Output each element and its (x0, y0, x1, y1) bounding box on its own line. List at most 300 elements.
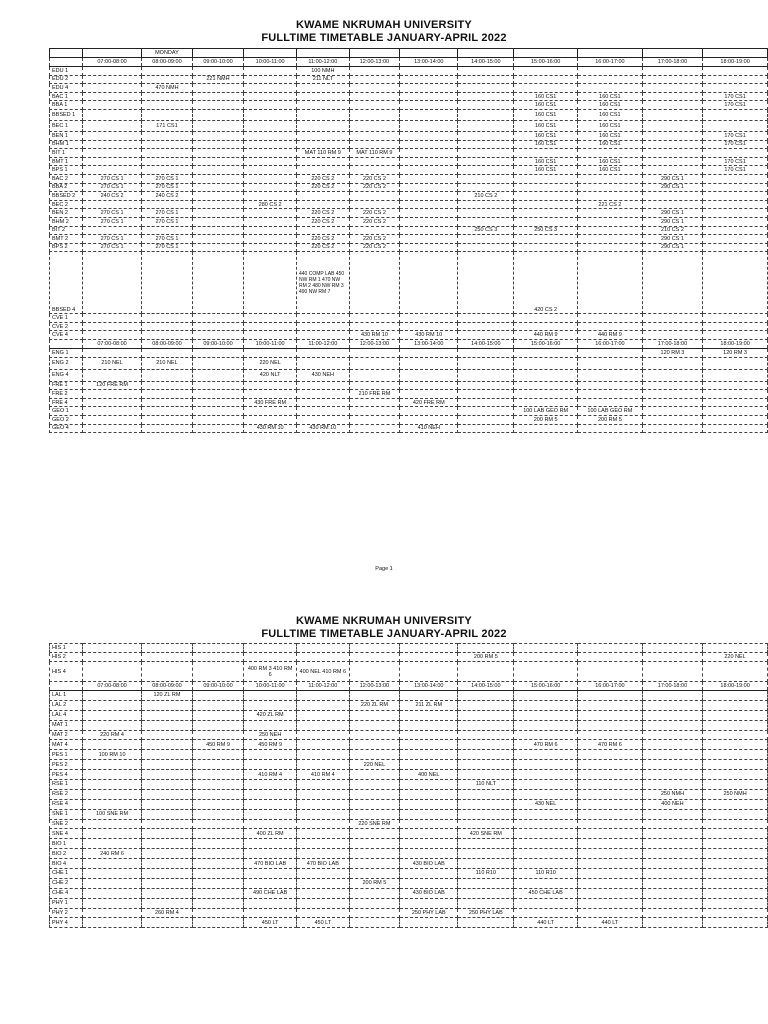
session-cell (703, 740, 768, 750)
session-cell (578, 780, 643, 790)
session-cell (142, 381, 193, 390)
timetable-row (50, 424, 768, 433)
session-cell: 450 CHE LAB (514, 888, 578, 898)
session-cell (458, 424, 514, 433)
session-cell (349, 92, 400, 101)
session-cell: 250 NMH (642, 789, 702, 799)
session-cell (82, 109, 141, 120)
session-cell (514, 217, 578, 226)
session-cell (82, 789, 141, 799)
session-cell: 270 CS 1 (142, 209, 193, 218)
session-cell (703, 809, 768, 819)
course-code: FRE 2 (50, 390, 83, 399)
session-cell (349, 357, 400, 369)
session-cell (514, 691, 578, 701)
session-cell: 171 CS1 (142, 120, 193, 131)
timetable-row (50, 653, 768, 662)
session-cell (642, 859, 702, 869)
session-cell (296, 390, 349, 399)
session-cell: 260 RM 4 (142, 908, 193, 918)
timetable-row (50, 878, 768, 888)
session-cell (82, 331, 141, 340)
session-cell (578, 381, 643, 390)
session-cell (349, 691, 400, 701)
session-cell (703, 908, 768, 918)
session-cell (400, 839, 458, 849)
course-code: SNE 1 (50, 809, 83, 819)
session-cell (192, 369, 244, 381)
session-cell (458, 740, 514, 750)
timetable-row (50, 740, 768, 750)
session-cell (514, 149, 578, 158)
session-cell (458, 369, 514, 381)
session-cell (296, 92, 349, 101)
session-cell (142, 849, 193, 859)
session-cell (192, 331, 244, 340)
session-cell (142, 416, 193, 425)
session-cell (192, 398, 244, 407)
session-cell: 160 CS1 (578, 140, 643, 149)
session-cell (349, 84, 400, 93)
session-cell (192, 226, 244, 235)
time-slot-header: 07:00-08:00 (82, 58, 141, 67)
session-cell (458, 235, 514, 244)
session-cell (192, 644, 244, 653)
time-slot-header: 09:00-10:00 (192, 340, 244, 349)
session-cell: 440 LT (514, 918, 578, 928)
course-code: ENG 2 (50, 357, 83, 369)
session-cell (296, 829, 349, 839)
session-cell (192, 67, 244, 76)
session-cell (458, 381, 514, 390)
session-cell (458, 252, 514, 314)
session-cell (142, 331, 193, 340)
session-cell (349, 157, 400, 166)
course-code: CVE 2 (50, 322, 83, 331)
session-cell (578, 653, 643, 662)
session-cell (349, 653, 400, 662)
session-cell (142, 789, 193, 799)
session-cell (400, 314, 458, 323)
timetable-row (50, 166, 768, 175)
session-cell (400, 720, 458, 730)
timetable-row (50, 140, 768, 149)
session-cell (82, 691, 141, 701)
session-cell (400, 67, 458, 76)
session-cell (578, 869, 643, 879)
session-cell (514, 710, 578, 720)
session-cell (82, 662, 141, 682)
course-code: BIO 1 (50, 839, 83, 849)
session-cell (192, 407, 244, 416)
session-cell (192, 653, 244, 662)
session-cell: 450 RM 9 (244, 740, 297, 750)
session-cell: 290 CS 1 (642, 235, 702, 244)
timetable-row (50, 369, 768, 381)
session-cell (578, 799, 643, 809)
time-slot-header: 10:00-11:00 (244, 682, 297, 691)
session-cell: 120 RM 3 (703, 349, 768, 358)
session-cell: 420 NLT (244, 369, 297, 381)
session-cell (578, 226, 643, 235)
session-cell (458, 166, 514, 175)
session-cell (642, 192, 702, 201)
session-cell (642, 109, 702, 120)
session-cell (244, 314, 297, 323)
course-code: PHY 1 (50, 898, 83, 908)
time-slot-header: 15:00-16:00 (514, 58, 578, 67)
timetable-row (50, 644, 768, 653)
session-cell (349, 829, 400, 839)
session-cell: 160 CS1 (514, 120, 578, 131)
session-cell: 430 RM 10 (296, 424, 349, 433)
session-cell (244, 101, 297, 110)
session-cell (244, 322, 297, 331)
session-cell (142, 390, 193, 399)
timetable-row (50, 67, 768, 76)
session-cell (192, 120, 244, 131)
session-cell: 160 CS1 (578, 166, 643, 175)
session-cell (514, 789, 578, 799)
session-cell (458, 75, 514, 84)
session-cell (458, 200, 514, 209)
session-cell (514, 653, 578, 662)
session-cell (578, 192, 643, 201)
timetable-row (50, 700, 768, 710)
session-cell (514, 720, 578, 730)
session-cell (349, 200, 400, 209)
session-cell (142, 662, 193, 682)
session-cell (514, 75, 578, 84)
session-cell (578, 314, 643, 323)
session-cell (703, 209, 768, 218)
session-cell (703, 149, 768, 158)
course-code: LAL 2 (50, 700, 83, 710)
session-cell: 120 ZL RM (142, 691, 193, 701)
session-cell (458, 390, 514, 399)
blank-cell (192, 49, 244, 58)
session-cell (82, 252, 141, 314)
session-cell: 430 FRE RM (244, 398, 297, 407)
session-cell (349, 109, 400, 120)
session-cell (142, 131, 193, 140)
session-cell (458, 314, 514, 323)
session-cell: 200 RM 5 (458, 653, 514, 662)
course-code: BIT 2 (50, 226, 83, 235)
session-cell (192, 357, 244, 369)
session-cell (244, 67, 297, 76)
session-cell: 290 CS 1 (642, 183, 702, 192)
session-cell (244, 849, 297, 859)
session-cell (642, 644, 702, 653)
session-cell (296, 398, 349, 407)
course-code: MAT 1 (50, 720, 83, 730)
session-cell: 200 RM 5 (514, 416, 578, 425)
session-cell (703, 109, 768, 120)
session-cell (458, 789, 514, 799)
session-cell: 410 RM 4 (244, 770, 297, 780)
session-cell (142, 730, 193, 740)
session-cell (142, 780, 193, 790)
session-cell (400, 120, 458, 131)
session-cell (349, 859, 400, 869)
session-cell (400, 226, 458, 235)
session-cell: 410 NEH (400, 424, 458, 433)
time-slot-header: 10:00-11:00 (244, 58, 297, 67)
session-cell (703, 331, 768, 340)
session-cell (642, 92, 702, 101)
session-cell (192, 770, 244, 780)
session-cell (349, 314, 400, 323)
session-cell (296, 357, 349, 369)
session-cell: 420 FRE RM (400, 398, 458, 407)
session-cell (244, 416, 297, 425)
session-cell (244, 750, 297, 760)
session-cell (349, 710, 400, 720)
session-cell (400, 183, 458, 192)
session-cell (578, 760, 643, 770)
session-cell (578, 217, 643, 226)
session-cell (349, 349, 400, 358)
session-cell (82, 92, 141, 101)
session-cell (82, 780, 141, 790)
session-cell: 250 CS 3 (514, 226, 578, 235)
session-cell: 160 CS1 (578, 157, 643, 166)
session-cell (578, 809, 643, 819)
session-cell: 220 CS 2 (296, 209, 349, 218)
session-cell (192, 780, 244, 790)
timetable-row (50, 357, 768, 369)
course-code: ENG 1 (50, 349, 83, 358)
session-cell (642, 140, 702, 149)
session-cell (703, 730, 768, 740)
session-cell (192, 789, 244, 799)
session-cell (82, 416, 141, 425)
session-cell (296, 192, 349, 201)
timetable-row (50, 349, 768, 358)
session-cell (578, 357, 643, 369)
time-slot-header: 13:00-14:00 (400, 682, 458, 691)
session-cell (514, 200, 578, 209)
session-cell (458, 243, 514, 252)
session-cell (514, 750, 578, 760)
time-slot-header: 17:00-18:00 (642, 682, 702, 691)
session-cell (703, 869, 768, 879)
session-cell (400, 357, 458, 369)
timetable-row (50, 390, 768, 399)
session-cell (244, 789, 297, 799)
session-cell (642, 369, 702, 381)
course-code: BIO 2 (50, 849, 83, 859)
session-cell (349, 662, 400, 682)
session-cell (458, 109, 514, 120)
session-cell: 400 ZL RM (244, 829, 297, 839)
session-cell (244, 819, 297, 829)
session-cell (514, 84, 578, 93)
course-code: BEC 2 (50, 200, 83, 209)
session-cell: 160 CS1 (514, 109, 578, 120)
session-cell (400, 662, 458, 682)
session-cell (514, 381, 578, 390)
course-code: BHM 2 (50, 217, 83, 226)
session-cell (458, 407, 514, 416)
timetable-row (50, 416, 768, 425)
session-cell (192, 192, 244, 201)
course-code: PHY 2 (50, 908, 83, 918)
course-code: GEO 4 (50, 424, 83, 433)
session-cell (142, 200, 193, 209)
session-cell (703, 662, 768, 682)
session-cell (458, 819, 514, 829)
session-cell (400, 809, 458, 819)
session-cell (192, 750, 244, 760)
session-cell (458, 918, 514, 928)
session-cell (703, 898, 768, 908)
timetable-row (50, 407, 768, 416)
session-cell: 220 CS 2 (349, 209, 400, 218)
session-cell (578, 691, 643, 701)
timetable-row (50, 101, 768, 110)
session-cell: 270 CS 1 (142, 243, 193, 252)
session-cell (400, 849, 458, 859)
session-cell (296, 760, 349, 770)
course-code: SNE 4 (50, 829, 83, 839)
session-cell (642, 849, 702, 859)
session-cell (400, 149, 458, 158)
course-code: CHE 2 (50, 878, 83, 888)
session-cell (400, 710, 458, 720)
time-slot-header: 09:00-10:00 (192, 682, 244, 691)
session-cell (400, 101, 458, 110)
session-cell (514, 349, 578, 358)
session-cell (703, 322, 768, 331)
session-cell (703, 770, 768, 780)
timetable-row (50, 869, 768, 879)
session-cell (82, 700, 141, 710)
session-cell: 250 NMH (703, 789, 768, 799)
session-cell (642, 691, 702, 701)
session-cell (142, 859, 193, 869)
session-cell (458, 644, 514, 653)
session-cell (82, 101, 141, 110)
session-cell (192, 209, 244, 218)
session-cell (192, 314, 244, 323)
session-cell (400, 369, 458, 381)
session-cell (192, 243, 244, 252)
session-cell (400, 407, 458, 416)
session-cell: 270 CS 1 (82, 243, 141, 252)
course-code: BBA 1 (50, 101, 83, 110)
session-cell (244, 109, 297, 120)
session-cell (703, 226, 768, 235)
session-cell (192, 691, 244, 701)
session-cell (514, 908, 578, 918)
session-cell (82, 878, 141, 888)
session-cell (142, 157, 193, 166)
session-cell: 220 NEL (703, 653, 768, 662)
session-cell (578, 829, 643, 839)
course-code: PES 1 (50, 750, 83, 760)
session-cell (142, 226, 193, 235)
session-cell: 270 CS 1 (142, 174, 193, 183)
session-cell (349, 888, 400, 898)
session-cell (514, 398, 578, 407)
session-cell: 430 NEL (514, 799, 578, 809)
time-slot-header: 07:00-08:00 (82, 340, 141, 349)
session-cell (192, 217, 244, 226)
session-cell (514, 314, 578, 323)
session-cell (514, 878, 578, 888)
session-cell (192, 710, 244, 720)
session-cell (142, 644, 193, 653)
session-cell (244, 84, 297, 93)
session-cell (82, 644, 141, 653)
session-cell (458, 174, 514, 183)
session-cell (142, 252, 193, 314)
session-cell (82, 349, 141, 358)
session-cell (642, 829, 702, 839)
session-cell (458, 770, 514, 780)
session-cell (400, 84, 458, 93)
session-cell (642, 869, 702, 879)
course-code: CHE 1 (50, 869, 83, 879)
session-cell: 160 CS1 (578, 109, 643, 120)
session-cell (458, 398, 514, 407)
session-cell (703, 200, 768, 209)
session-cell (642, 252, 702, 314)
timetable-row (50, 109, 768, 120)
session-cell (400, 760, 458, 770)
course-code: BIO 4 (50, 859, 83, 869)
session-cell: 100 RM 10 (82, 750, 141, 760)
session-cell: 290 CS 1 (642, 243, 702, 252)
timetable-row (50, 75, 768, 84)
session-cell (578, 770, 643, 780)
session-cell (244, 644, 297, 653)
session-cell (349, 101, 400, 110)
time-slot-header: 12:00-13:00 (349, 340, 400, 349)
session-cell (400, 898, 458, 908)
session-cell (514, 644, 578, 653)
session-cell (514, 183, 578, 192)
session-cell (142, 700, 193, 710)
session-cell (578, 84, 643, 93)
course-code: MAT 2 (50, 730, 83, 740)
course-code: GEO 1 (50, 407, 83, 416)
session-cell: 160 CS1 (578, 120, 643, 131)
timetable-title: FULLTIME TIMETABLE JANUARY-APRIL 2022 (261, 32, 507, 44)
session-cell (192, 390, 244, 399)
time-slot-header: 11:00-12:00 (296, 682, 349, 691)
course-code: EDU 4 (50, 84, 83, 93)
session-cell: 100 NMH (296, 67, 349, 76)
session-cell: 211 NLT (296, 75, 349, 84)
session-cell (349, 730, 400, 740)
session-cell (244, 235, 297, 244)
session-cell (82, 67, 141, 76)
session-cell (142, 809, 193, 819)
session-cell (578, 174, 643, 183)
session-cell: 430 RM 10 (400, 331, 458, 340)
session-cell: 210 NEL (82, 357, 141, 369)
session-cell: 220 CS 2 (296, 217, 349, 226)
session-cell (642, 67, 702, 76)
session-cell (458, 322, 514, 331)
session-cell (578, 390, 643, 399)
corner-cell (50, 682, 83, 691)
session-cell (642, 662, 702, 682)
session-cell: 100 LAB GEO RM (578, 407, 643, 416)
